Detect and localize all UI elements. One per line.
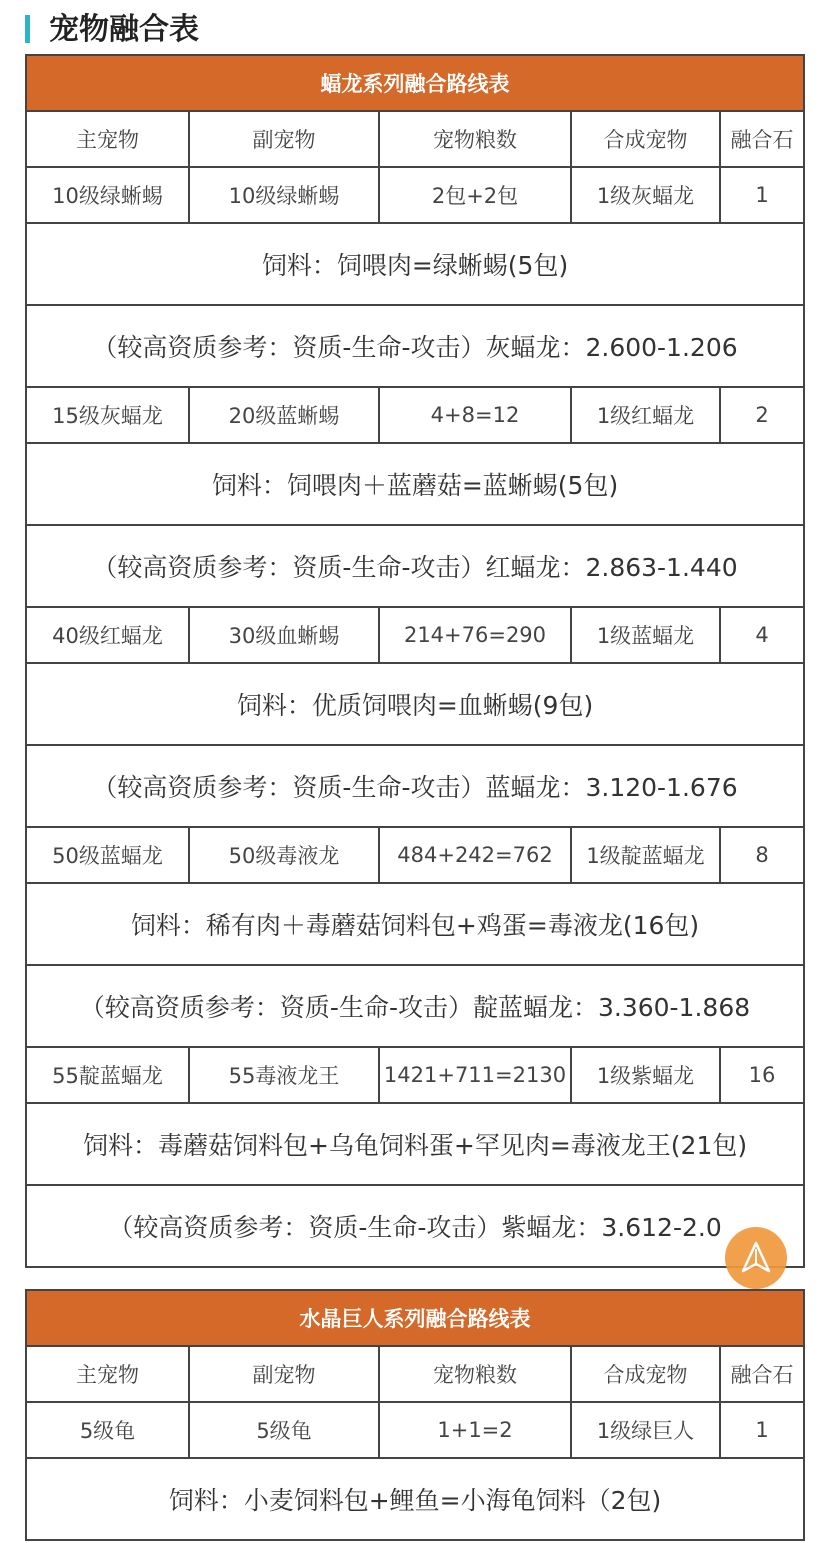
- cell-food-count: 214+76=290: [379, 607, 571, 663]
- table-row: [26, 1047, 804, 1103]
- section-title: 蝠龙系列融合路线表: [26, 55, 804, 111]
- aptitude-note: （较高资质参考：资质-生命-攻击）靛蓝蝠龙：3.360-1.868: [26, 965, 804, 1047]
- feed-text: 饲料：毒蘑菇饲料包+乌龟饲料蛋+罕见肉=毒液龙王(21包): [26, 1103, 804, 1185]
- cell-result-pet: 1级靛蓝蝠龙: [571, 827, 720, 883]
- table-row: [26, 1402, 804, 1458]
- aptitude-note: （较高资质参考：资质-生命-攻击）紫蝠龙：3.612-2.0: [26, 1185, 804, 1267]
- cell-result-pet: 1级灰蝠龙: [571, 167, 720, 223]
- cell-main-pet: 55靛蓝蝠龙: [26, 1047, 189, 1103]
- cell-result-pet: 1级红蝠龙: [571, 387, 720, 443]
- cell-sub-pet: 20级蓝蜥蜴: [189, 387, 379, 443]
- table-row: [26, 827, 804, 883]
- cell-food-count: 1+1=2: [379, 1402, 571, 1458]
- header-row: [26, 1346, 804, 1402]
- cell-sub-pet: 5级龟: [189, 1402, 379, 1458]
- col-header-result-pet: 合成宠物: [571, 111, 720, 167]
- section-title-row: [26, 1290, 804, 1346]
- aptitude-note: （较高资质参考：资质-生命-攻击）灰蝠龙：2.600-1.206: [26, 305, 804, 387]
- col-header-sub-pet: 副宠物: [189, 1346, 379, 1402]
- feed-row: [26, 443, 804, 525]
- cell-fusion-stone: 16: [720, 1047, 804, 1103]
- cell-sub-pet: 55毒液龙王: [189, 1047, 379, 1103]
- cell-food-count: 4+8=12: [379, 387, 571, 443]
- feed-row: [26, 1103, 804, 1185]
- cell-result-pet: 1级蓝蝠龙: [571, 607, 720, 663]
- cell-main-pet: 40级红蝠龙: [26, 607, 189, 663]
- col-header-fusion-stone: 融合石: [720, 111, 804, 167]
- aptitude-note: （较高资质参考：资质-生命-攻击）蓝蝠龙：3.120-1.676: [26, 745, 804, 827]
- table-row: [26, 167, 804, 223]
- arrow-up-icon: [741, 1241, 771, 1275]
- col-header-result-pet: 合成宠物: [571, 1346, 720, 1402]
- cell-food-count: 484+242=762: [379, 827, 571, 883]
- feed-text: 饲料：饲喂肉=绿蜥蜴(5包): [26, 223, 804, 305]
- cell-fusion-stone: 4: [720, 607, 804, 663]
- feed-row: [26, 883, 804, 965]
- note-row: [26, 1185, 804, 1267]
- note-row: [26, 745, 804, 827]
- feed-text: 饲料：稀有肉＋毒蘑菇饲料包+鸡蛋=毒液龙(16包): [26, 883, 804, 965]
- fusion-table-bat-dragon: [25, 54, 805, 1268]
- cell-result-pet: 1级紫蝠龙: [571, 1047, 720, 1103]
- cell-main-pet: 5级龟: [26, 1402, 189, 1458]
- table-row: [26, 387, 804, 443]
- scroll-to-top-button[interactable]: [725, 1227, 787, 1289]
- fusion-table-crystal-giant: [25, 1289, 805, 1541]
- col-header-food-count: 宠物粮数: [379, 1346, 571, 1402]
- cell-fusion-stone: 8: [720, 827, 804, 883]
- cell-main-pet: 10级绿蜥蜴: [26, 167, 189, 223]
- feed-text: 饲料：饲喂肉＋蓝蘑菇=蓝蜥蜴(5包): [26, 443, 804, 525]
- cell-main-pet: 50级蓝蝠龙: [26, 827, 189, 883]
- cell-fusion-stone: 2: [720, 387, 804, 443]
- feed-row: [26, 223, 804, 305]
- page-heading: [0, 0, 828, 56]
- cell-result-pet: 1级绿巨人: [571, 1402, 720, 1458]
- feed-text: 饲料：优质饲喂肉=血蜥蜴(9包): [26, 663, 804, 745]
- section-title: 水晶巨人系列融合路线表: [26, 1290, 804, 1346]
- feed-row: [26, 663, 804, 745]
- header-row: [26, 111, 804, 167]
- feed-text: 饲料：小麦饲料包+鲤鱼=小海龟饲料（2包): [26, 1458, 804, 1540]
- col-header-main-pet: 主宠物: [26, 111, 189, 167]
- feed-row: [26, 1458, 804, 1540]
- cell-fusion-stone: 1: [720, 1402, 804, 1458]
- cell-sub-pet: 50级毒液龙: [189, 827, 379, 883]
- note-row: [26, 525, 804, 607]
- note-row: [26, 965, 804, 1047]
- col-header-food-count: 宠物粮数: [379, 111, 571, 167]
- aptitude-note: （较高资质参考：资质-生命-攻击）红蝠龙：2.863-1.440: [26, 525, 804, 607]
- cell-sub-pet: 30级血蜥蜴: [189, 607, 379, 663]
- cell-fusion-stone: 1: [720, 167, 804, 223]
- note-row: [26, 305, 804, 387]
- cell-food-count: 2包+2包: [379, 167, 571, 223]
- section-title-row: [26, 55, 804, 111]
- cell-food-count: 1421+711=2130: [379, 1047, 571, 1103]
- cell-sub-pet: 10级绿蜥蜴: [189, 167, 379, 223]
- heading-accent-bar: [25, 15, 30, 43]
- col-header-fusion-stone: 融合石: [720, 1346, 804, 1402]
- table-row: [26, 607, 804, 663]
- col-header-main-pet: 主宠物: [26, 1346, 189, 1402]
- cell-main-pet: 15级灰蝠龙: [26, 387, 189, 443]
- page-title: 宠物融合表: [49, 12, 199, 47]
- col-header-sub-pet: 副宠物: [189, 111, 379, 167]
